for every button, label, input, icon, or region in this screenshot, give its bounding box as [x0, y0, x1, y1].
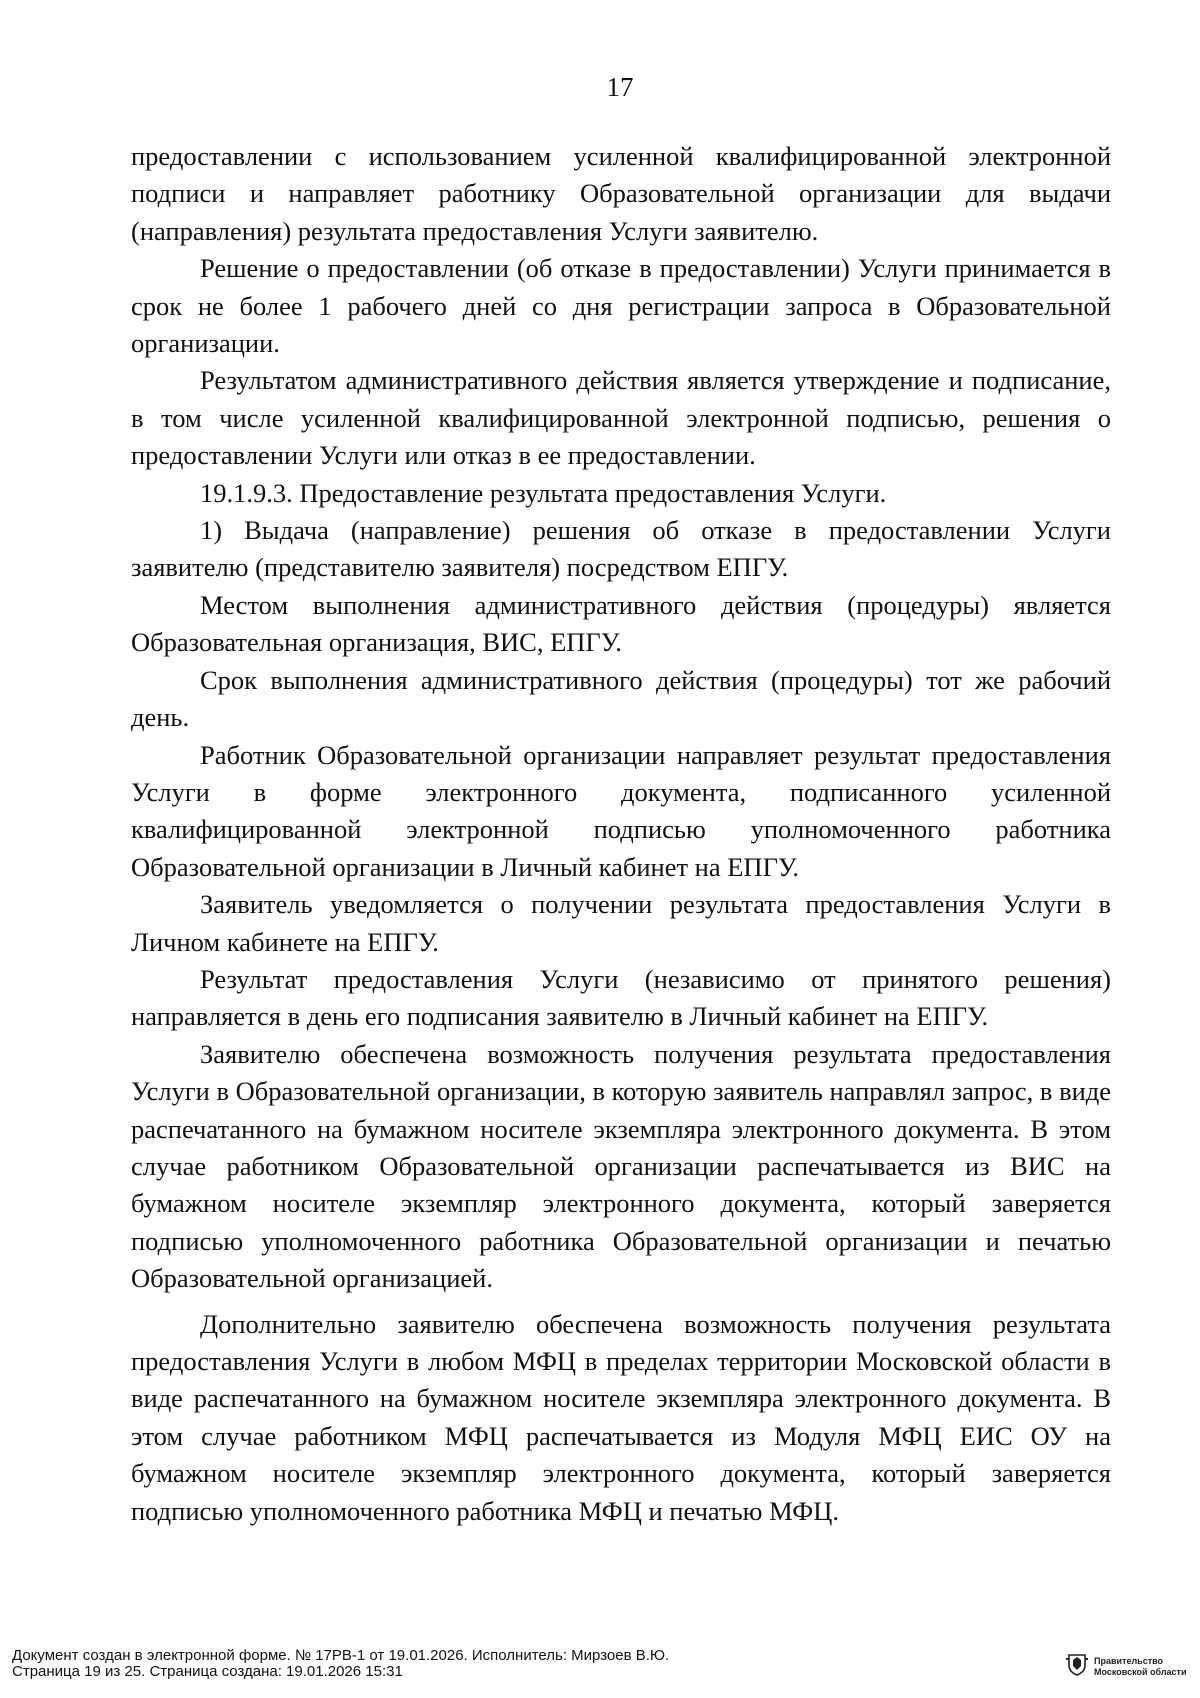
paragraph: Результатом административного действия является утверждение и подписание, в том числе усиленной квалифицированной электронной подписью, решения о предоставлении Услуги или отказ в ее предоставлении.	[131, 365, 1111, 471]
paragraph: Результат предоставления Услуги (независимо от принятого решения) направляется в день его подписания заявителю в Личный кабинет на ЕПГУ.	[131, 963, 1111, 1032]
logo-text: Правительство	[1094, 1655, 1164, 1666]
paragraph: 19.1.9.3. Предоставление результата предоставления Услуги.	[200, 477, 887, 508]
paragraph: 1) Выдача (направление) решения об отказе в предоставлении Услуги заявителю (представителю заявителя) посредством ЕПГУ.	[131, 515, 1111, 583]
logo-text: Московской области	[1094, 1666, 1187, 1677]
paragraph: Работник Образовательной организации направляет результат предоставления Услуги в форме электронного документа, подписанного усиленной квалифицированной электронной подписью уполномоченного работника Образовательной организации в Личный кабинет на ЕПГУ.	[131, 739, 1111, 882]
paragraph: Заявитель уведомляется о получении результата предоставления Услуги в Личном кабинете на ЕПГУ.	[131, 889, 1111, 957]
document-footer	[12, 1648, 669, 1680]
coat-of-arms-icon	[1066, 1652, 1088, 1681]
paragraph: Дополнительно заявителю обеспечена возможность получения результата предоставления Услуги в любом МФЦ в пределах территории Московской области в виде распечатанного на бумажном носителе экземпляра электронного документа. В этом случае работником МФЦ распечатывается из Модуля МФЦ ЕИС ОУ на бумажном носителе экземпляр электронного документа, который заверяется подписью уполномоченного работника МФЦ и печатью МФЦ.	[131, 1308, 1111, 1526]
document-body	[131, 138, 1111, 1530]
paragraph: Заявителю обеспечена возможность получения результата предоставления Услуги в Образовательной организации, в которую заявитель направлял запрос, в виде распечатанного на бумажном носителе экземпляра электронного документа. В этом случае работником Образовательной организации распечатывается из ВИС на бумажном носителе экземпляр электронного документа, который заверяется подписью уполномоченного работника Образовательной организации и печатью Образовательной организацией.	[131, 1038, 1112, 1294]
footer-line: Страница 19 из 25. Страница создана: 19.01.2026 15:31	[12, 1663, 403, 1680]
paragraph: предоставлении с использованием усиленной квалифицированной электронной подписи и направляет работнику Образовательной организации для выдачи (направления) результата предоставления Услуги заявителю.	[131, 141, 1111, 246]
paragraph: Срок выполнения административного действия (процедуры) тот же рабочий день.	[131, 664, 1111, 733]
page-number: 17	[606, 72, 634, 102]
footer-line: Документ создан в электронной форме. № 17РВ-1 от 19.01.2026. Исполнитель: Мирзоев В.Ю.	[12, 1647, 670, 1664]
paragraph: Местом выполнения административного действия (процедуры) является Образовательная организация, ВИС, ЕПГУ.	[131, 589, 1111, 658]
paragraph: Решение о предоставлении (об отказе в предоставлении) Услуги принимается в срок не более 1 рабочего дней со дня регистрации запроса в Образовательной организации.	[131, 253, 1111, 359]
government-logo	[1066, 1652, 1187, 1681]
